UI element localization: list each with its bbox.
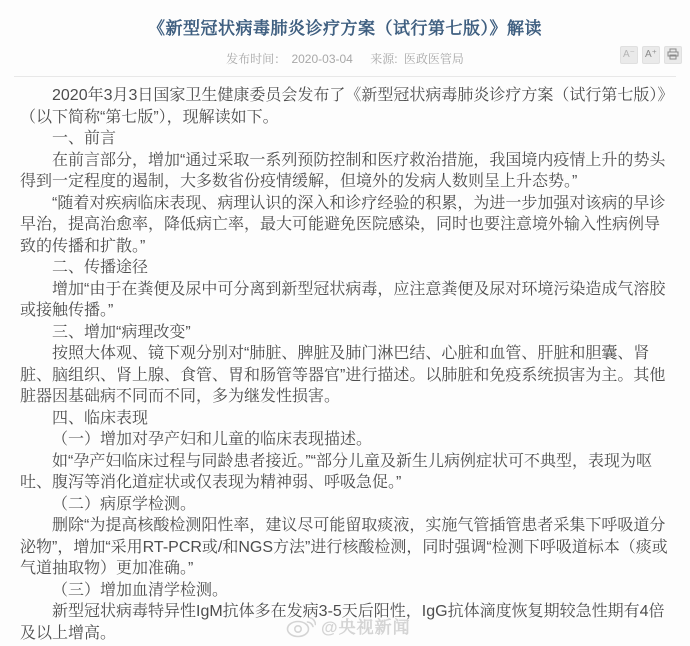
sub-heading: （三）增加血清学检测。 <box>52 581 229 599</box>
article-meta <box>0 50 690 67</box>
printer-icon <box>667 48 679 63</box>
section-heading: 三、增加“病理改变” <box>52 323 191 341</box>
paragraph: 删除“为提高核酸检测阳性率，建议尽可能留取痰液，实施气管插管患者采集下呼吸道分泌物”，增加“采用RT-PCR或/和NGS方法”进行核酸检测，同时强调“检测下呼吸道标本（痰或气道抽取物）更加准确。” <box>20 517 668 577</box>
sub-heading: （一）增加对孕产妇和儿童的临床表现描述。 <box>52 431 373 448</box>
section-heading: 二、传播途径 <box>52 259 149 276</box>
paragraph: 在前言部分，增加“通过采取一系列预防控制和医疗救治措施，我国境内疫情上升的势头得到一定程度的遏制，大多数省份疫情缓解，但境外的发病人数则呈上升态势。” <box>20 151 666 190</box>
font-decrease-button[interactable]: A⁻ <box>620 46 638 64</box>
source-value: 医政医管局 <box>403 52 464 66</box>
paragraph: 2020年3月3日国家卫生健康委员会发布了《新型冠状病毒肺炎诊疗方案（试行第七版）》（以下简称“第七版”），现解读如下。 <box>20 87 666 126</box>
sub-heading: （二）病原学检测。 <box>52 495 197 513</box>
page-title: 《新型冠状病毒肺炎诊疗方案（试行第七版）》解读 <box>148 19 542 38</box>
watermark-text: @央视新闻 <box>321 618 411 637</box>
print-button[interactable] <box>664 46 682 64</box>
article-body <box>0 77 690 644</box>
paragraph: 按照大体观、镜下观分别对“肺脏、脾脏及肺门淋巴结、心脏和血管、肝脏和胆囊、肾脏、脑组织、肾上腺、食管、胃和肠管等器官”进行描述。以肺脏和免疫系统损害为主。其他脏器因基础病不同而不同，多为继发性损害。 <box>20 345 666 405</box>
publish-time-label: 发布时间： <box>226 52 287 66</box>
paragraph: 新型冠状病毒特异性IgM抗体多在发病3-5天后阳性，IgG抗体滴度恢复期较急性期有4倍及以上增高。 <box>20 603 665 642</box>
section-heading: 四、临床表现 <box>52 409 149 427</box>
source-label: 来源: <box>370 52 398 66</box>
publish-date: 2020-03-04 <box>291 52 353 66</box>
paragraph: 如“孕产妇临床过程与同龄患者接近。”“部分儿童及新生儿病例症状可不典型，表现为呕吐、腹泻等消化道症状或仅表现为精神弱、呼吸急促。” <box>20 452 652 491</box>
font-increase-button[interactable]: A⁺ <box>642 46 660 64</box>
paragraph: “随着对疾病临床表现、病理认识的深入和诊疗经验的积累，为进一步加强对该病的早诊早治，提高治愈率，降低病亡率，最大可能避免医院感染，同时也要注意境外输入性病例导致的传播和扩散。” <box>20 194 666 255</box>
paragraph: 增加“由于在粪便及尿中可分离到新型冠状病毒，应注意粪便及尿对环境污染造成气溶胶或接触传播。” <box>20 280 666 319</box>
article-header <box>0 0 690 67</box>
section-heading: 一、前言 <box>52 130 117 147</box>
font-toolbar <box>620 46 682 64</box>
